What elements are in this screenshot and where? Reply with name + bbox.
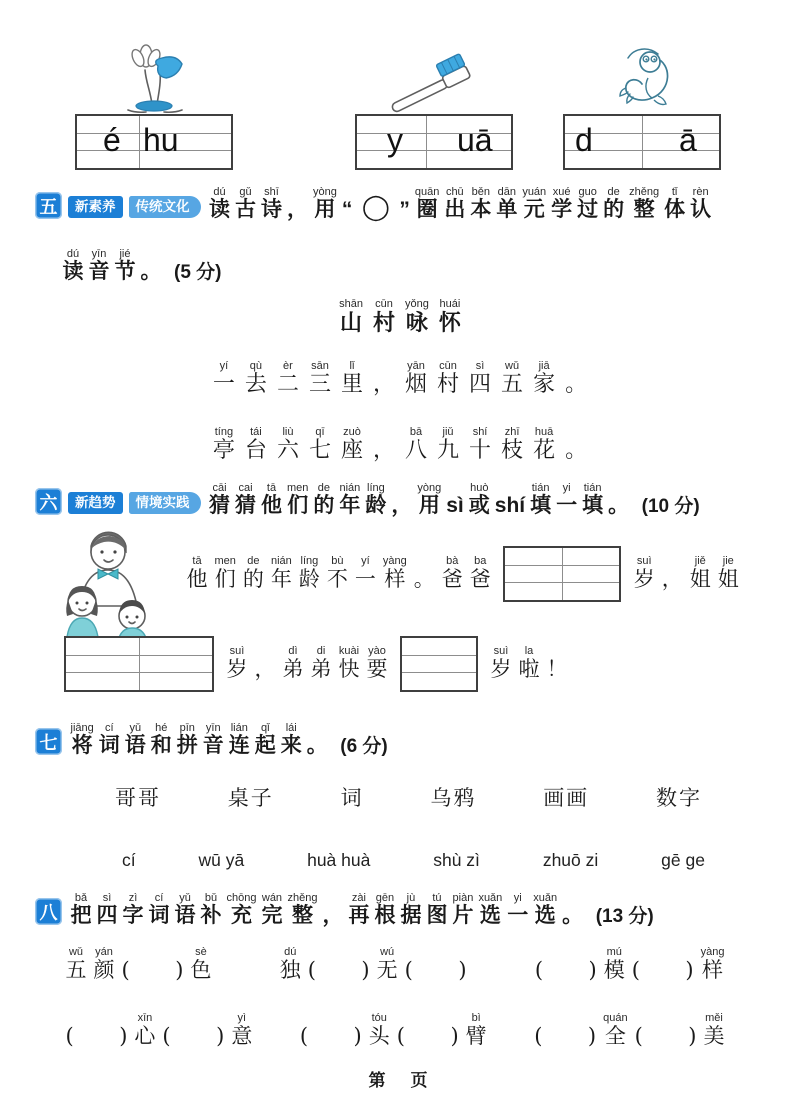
idiom-blank[interactable]: ( ) 头tóu( ) 臂bì	[299, 1012, 487, 1048]
pinyin-grid-lotus[interactable]	[75, 114, 233, 170]
pinyin-exercise-lotus	[75, 38, 233, 170]
match-word[interactable]: 数字	[655, 786, 702, 810]
pinyin-left-text: d	[575, 122, 593, 158]
grid-line	[402, 655, 476, 656]
section-6-line2-text1: 岁suì， 弟dì弟di快kuài要yào	[226, 645, 388, 681]
section-6-line2-text2: 岁suì啦la！	[490, 645, 568, 681]
idiom-blank[interactable]: ( ) 心xīn( ) 意yì	[65, 1012, 253, 1048]
section-6-line1-text2: 岁suì， 姐jiě姐jie	[633, 555, 739, 591]
section-5-header-line2	[60, 248, 222, 285]
section-8-number: 八	[35, 898, 62, 925]
badge-new-trend: 新趋势	[68, 492, 123, 514]
section-5-title-part2: ” 圈quān出chū本běn单dān元yuán学xué过guo的de整zhěng体tǐ认rèn	[399, 186, 712, 221]
pinyin-grid-shrimp[interactable]	[563, 114, 721, 170]
answer-grid-brother-age[interactable]	[400, 636, 478, 692]
grid-line	[402, 672, 476, 673]
pinyin-left-text: é	[103, 122, 121, 158]
family-illustration	[46, 522, 166, 650]
idiom-blank[interactable]: ( ) 全quán( ) 美měi	[534, 1012, 725, 1048]
pinyin-exercise-toothbrush	[355, 38, 513, 170]
match-pinyin-row	[0, 850, 800, 871]
idiom-blank[interactable]: ( ) 模mú( ) 样yàng	[534, 946, 725, 982]
poem-line2-row	[0, 426, 800, 464]
grid-divider	[562, 548, 563, 600]
badge-new-literacy: 新素养	[68, 196, 123, 218]
lotus-flower-icon	[116, 40, 192, 114]
match-word[interactable]: 词	[340, 786, 364, 810]
page-footer: 第 页	[368, 1071, 432, 1090]
section-8-header	[35, 892, 654, 929]
section-7-score: (6 分)	[340, 736, 388, 757]
grid-divider	[139, 638, 140, 690]
poem-line2: 亭tíng台tái六liù七qī座zuò， 八bā九jiǔ十shí枝zhī花huā。	[212, 426, 588, 463]
section-5-title-part1: 读dú古gǔ诗shī， 用yòng“	[209, 186, 353, 221]
poem-line1-row	[0, 360, 800, 398]
grid-divider	[426, 116, 427, 168]
match-pinyin[interactable]: wū yā	[198, 850, 245, 870]
section-5-title-line2: 读dú音yīn节jié。	[62, 248, 162, 283]
badge-traditional-culture: 传统文化	[129, 196, 201, 218]
section-6-header	[35, 482, 700, 519]
poem-title-row	[0, 298, 800, 337]
answer-grid-dad-age[interactable]	[503, 546, 621, 602]
pinyin-left-text: y	[387, 122, 403, 158]
poem-line1: 一yí去qù二èr三sān里lǐ， 烟yān村cūn四sì五wǔ家jiā。	[212, 360, 588, 397]
idiom-row-1	[62, 946, 728, 984]
match-word[interactable]: 哥哥	[115, 786, 161, 810]
match-word[interactable]: 画画	[543, 786, 590, 810]
pinyin-right-text: uā	[457, 122, 493, 158]
pinyin-grid-toothbrush[interactable]	[355, 114, 513, 170]
badge-situational-practice: 情境实践	[129, 492, 201, 514]
poem-title: 山shān村cūn咏yǒng怀huái	[339, 298, 461, 335]
shrimp-icon	[563, 38, 721, 114]
match-pinyin[interactable]: cí	[122, 850, 136, 870]
section-7-header	[35, 722, 388, 759]
shrimp-icon	[606, 44, 678, 114]
match-pinyin[interactable]: zhuō zi	[542, 850, 599, 870]
idiom-row-2	[62, 1012, 728, 1050]
match-pinyin[interactable]: gē ge	[661, 850, 705, 870]
match-word[interactable]: 桌子	[227, 786, 274, 810]
section-8-title: 把bǎ四sì字zì词cí语yǔ补bǔ充chōng完wán整zhěng， 再zài根gēn据jù图tú片piàn选xuǎn一yi选xuǎn。	[70, 892, 584, 927]
idiom-blank[interactable]: 独dú( ) 无wú( )	[279, 946, 467, 982]
section-7-number: 七	[35, 728, 62, 755]
circle-mark: ◯	[361, 193, 390, 221]
section-7-title: 将jiāng词cí语yǔ和hé拼pīn音yīn连lián起qǐ来lái。	[70, 722, 328, 757]
match-pinyin[interactable]: shù zì	[433, 850, 480, 870]
section-5-number: 五	[35, 192, 62, 219]
idiom-blank[interactable]: 五wǔ颜yán( ) 色sè	[65, 946, 212, 982]
toothbrush-icon	[379, 48, 489, 114]
lotus-flower-icon	[75, 38, 233, 114]
section-6-number: 六	[35, 488, 62, 515]
section-5-score: (5 分)	[174, 262, 222, 283]
pinyin-right-text: hu	[143, 122, 179, 158]
section-6-score: (10 分)	[641, 496, 700, 517]
pinyin-right-text: ā	[679, 122, 697, 158]
match-pinyin[interactable]: huà huà	[307, 850, 371, 870]
pinyin-exercise-shrimp	[563, 38, 721, 170]
toothbrush-icon	[355, 38, 513, 114]
section-6-line1	[183, 546, 742, 602]
answer-grid-sister-age[interactable]	[64, 636, 214, 692]
section-8-score: (13 分)	[595, 906, 654, 927]
section-5-header	[35, 186, 714, 223]
section-6-title: 猜cāi猜cai他tā们men的de年nián龄líng， 用yòngsì 或huòshí 填tián一yi填tián。	[209, 482, 630, 517]
match-word[interactable]: 乌鸦	[430, 786, 477, 810]
section-6-line2	[64, 636, 571, 692]
grid-divider	[139, 116, 140, 168]
match-words-row	[0, 782, 800, 812]
section-6-line1-text1: 他tā们men的de年nián龄líng不bù一yí样yàng。 爸bà爸ba	[186, 555, 491, 591]
grid-divider	[642, 116, 643, 168]
